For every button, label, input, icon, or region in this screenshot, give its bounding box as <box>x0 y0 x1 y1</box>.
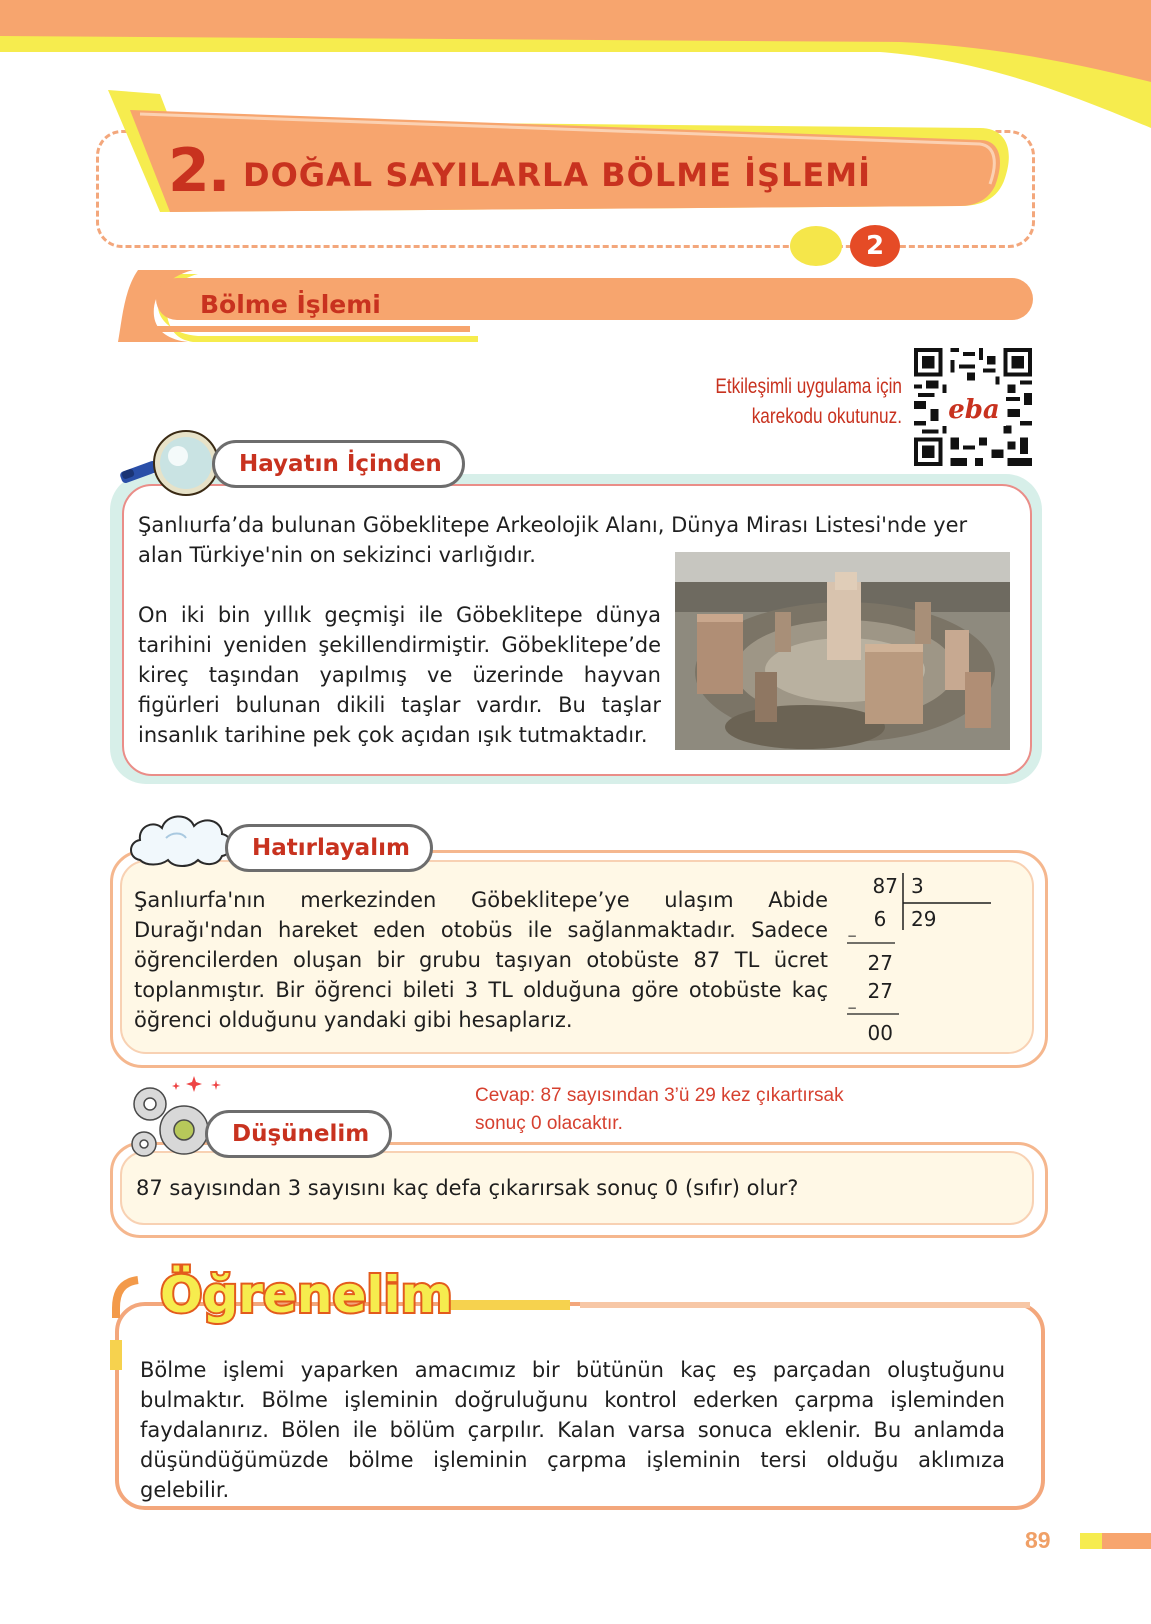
gobeklitepe-photo <box>675 552 1010 750</box>
decorative-dot <box>790 226 842 266</box>
life-paragraph-2: On iki bin yıllık geçmişi ile Göbeklitepe dünya tarihini yeniden şekillendirmiştir. Göbeklitepe’de kireç taşından yapılmış ve üzerinde hayvan figürleri bulunan dikili taşlar vardır. Bu taşlar insanlık tarihine pek çok açıdan ışık tutmaktadır. <box>138 603 661 747</box>
section-title: Bölme İşlemi <box>200 290 381 319</box>
dividend: 87 <box>872 874 898 898</box>
remember-label: Hatırlayalım <box>225 824 433 872</box>
life-label: Hayatın İçinden <box>212 440 465 488</box>
page-number-bar <box>1080 1530 1151 1552</box>
qr-instruction-line1: Etkileşimli uygulama için <box>715 375 902 398</box>
think-label: Düşünelim <box>205 1110 392 1158</box>
magnifier-icon <box>118 428 224 498</box>
answer-note <box>475 1082 895 1138</box>
remainder-1: 27 <box>867 951 893 975</box>
subtract-step-2: 27 <box>867 979 893 1003</box>
division-result: 00 <box>867 1021 893 1045</box>
minus-sign-2: − <box>847 1001 858 1015</box>
long-division <box>847 868 1005 1048</box>
life-paragraph-1: Şanlıurfa’da bulunan Göbeklitepe Arkeolojik Alanı, Dünya Mirası Listesi'nde yer alan Türkiye'nin on sekizinci varlığıdır. <box>138 513 968 567</box>
chapter-title: DOĞAL SAYILARLA BÖLME İŞLEMİ <box>243 156 872 194</box>
page-number: 89 <box>1025 1527 1051 1553</box>
chapter-number: 2. <box>168 136 229 206</box>
minus-sign-1: − <box>847 929 858 943</box>
learn-title-rule <box>440 1298 1030 1312</box>
qr-instruction <box>679 372 902 432</box>
eba-logo: eba <box>942 394 1006 426</box>
cloud-icon <box>126 808 236 870</box>
think-question: 87 sayısından 3 sayısını kaç defa çıkarırsak sonuç 0 (sıfır) olur? <box>136 1176 799 1200</box>
divisor: 3 <box>911 874 924 898</box>
subtract-step-1: 6 <box>873 907 887 931</box>
chapter-badge: 2 <box>850 225 900 267</box>
answer-line-1: Cevap: 87 sayısından 3’ü 29 kez çıkartırsak <box>475 1085 844 1106</box>
learn-title-text: Öğrenelim <box>160 1266 453 1324</box>
qr-instruction-line2: karekodu okutunuz. <box>751 405 902 428</box>
learn-title <box>156 1252 453 1342</box>
remember-text: Şanlıurfa'nın merkezinden Göbeklitepe’ye ulaşım Abide Durağı'ndan hareket eden otobüs ile sağlanmaktadır. Sadece öğrencilerden oluşan bir grubu taşıyan otobüste 87 TL ücret toplanmıştır. Bir öğrenci bileti 3 TL olduğuna göre otobüste kaç öğrenci olduğunu yandaki gibi hesaplarız. <box>134 888 828 1032</box>
learn-text: Bölme işlemi yaparken amacımız bir bütünün kaç eş parçadan oluştuğunu bulmaktır. Bölme işleminin doğruluğunu kontrol ederken çarpma işleminden faydalanırız. Bölen ile bölüm çarpılır. Kalan varsa sonuca eklenir. Bu anlamda düşündüğümüzde bölme işleminin çarpma işleminin tersi olduğu aklımıza gelebilir. <box>140 1358 1005 1502</box>
answer-line-2: sonuç 0 olacaktır. <box>475 1113 623 1134</box>
quotient: 29 <box>911 907 937 931</box>
